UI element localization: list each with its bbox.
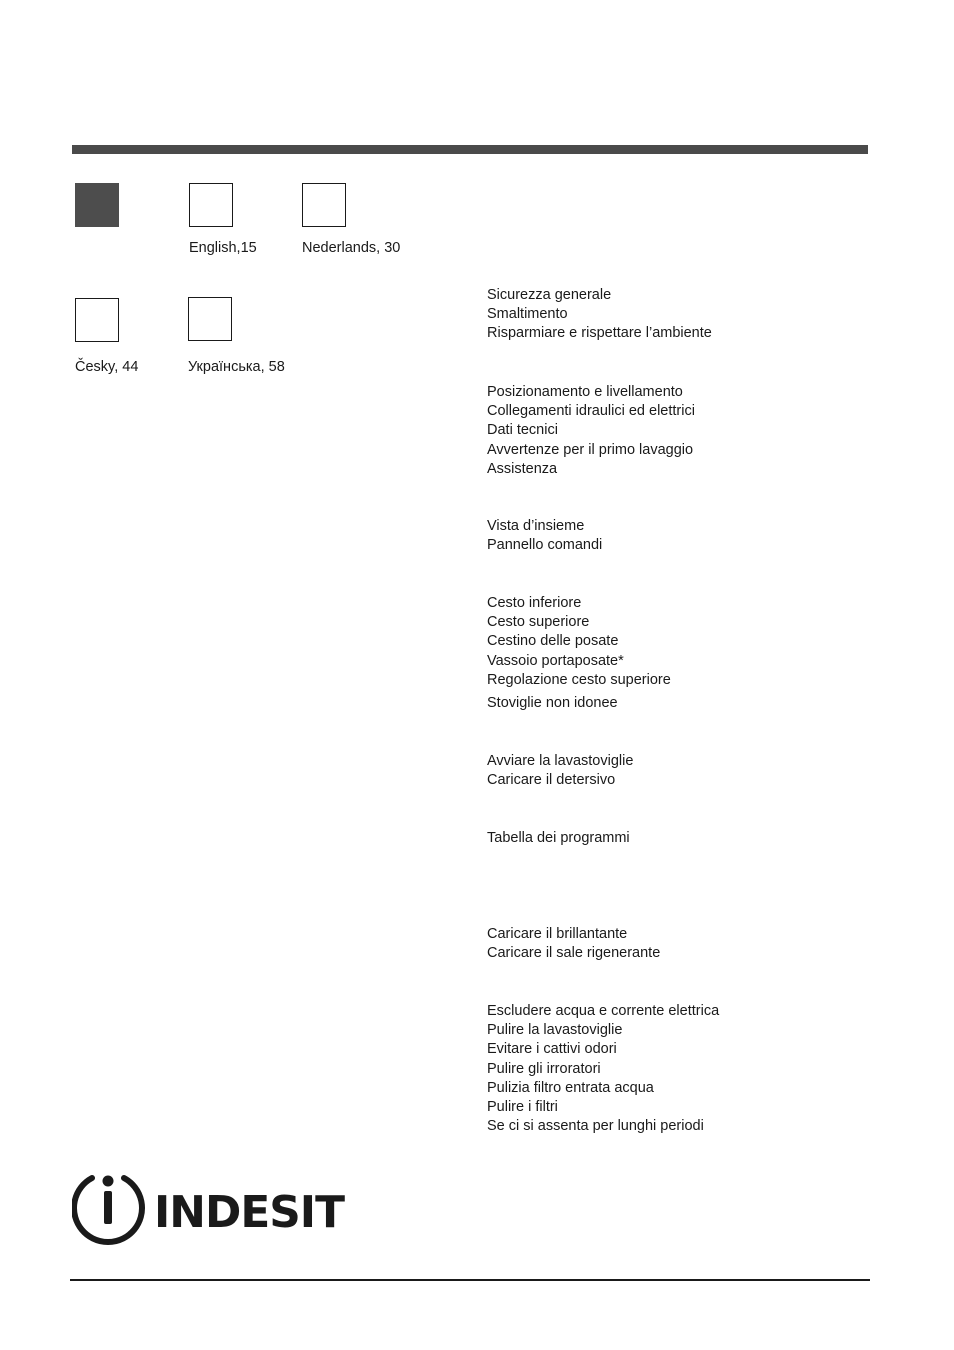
toc-item[interactable]: Caricare il detersivo: [487, 772, 616, 789]
toc-group-safety: [487, 286, 712, 344]
language-box-english[interactable]: [189, 183, 233, 227]
toc-item[interactable]: Pulire la lavastoviglie: [487, 1022, 623, 1039]
header-bar: [72, 145, 868, 154]
toc-group-loading: [487, 594, 671, 690]
toc-group-start: [487, 752, 633, 790]
toc-group-programmes: [487, 829, 630, 848]
toc-item[interactable]: Dati tecnici: [487, 422, 558, 439]
language-label-nederlands[interactable]: Nederlands, 30: [302, 240, 401, 256]
language-box-ukrainska[interactable]: [188, 297, 232, 341]
toc-item[interactable]: Tabella dei programmi: [487, 830, 630, 846]
toc-item[interactable]: Escludere acqua e corrente elettrica: [487, 1003, 720, 1019]
toc-item[interactable]: Pannello comandi: [487, 537, 603, 554]
toc-item[interactable]: Sicurezza generale: [487, 287, 612, 303]
toc-item[interactable]: Vista d’insieme: [487, 518, 585, 534]
indesit-logo: [72, 1170, 352, 1251]
toc-item[interactable]: Cesto superiore: [487, 614, 590, 631]
language-box-nederlands[interactable]: [302, 183, 346, 227]
toc-group-maintenance: [487, 1002, 719, 1136]
toc-item[interactable]: Pulire gli irroratori: [487, 1060, 601, 1077]
toc-item[interactable]: Se ci si assenta per lunghi periodi: [487, 1118, 704, 1135]
indesit-wordmark: INDESIT: [154, 1187, 345, 1238]
toc-group-installation: [487, 383, 695, 479]
toc-group-rinse-salt: [487, 925, 660, 963]
toc-item[interactable]: Cestino delle posate: [487, 633, 619, 650]
toc-item[interactable]: Avviare la lavastoviglie: [487, 753, 634, 769]
toc-item[interactable]: Pulire i filtri: [487, 1099, 558, 1116]
toc-item[interactable]: Vassoio portaposate*: [487, 652, 624, 669]
toc-item[interactable]: Evitare i cattivi odori: [487, 1041, 617, 1058]
language-label-english[interactable]: English,15: [189, 240, 257, 256]
language-box-italiano[interactable]: [75, 183, 119, 227]
language-box-cesky[interactable]: [75, 298, 119, 342]
language-label-cesky[interactable]: Česky, 44: [75, 359, 139, 375]
toc-item[interactable]: Assistenza: [487, 460, 558, 477]
toc-item[interactable]: Caricare il sale rigenerante: [487, 945, 661, 962]
toc-item[interactable]: Caricare il brillantante: [487, 926, 628, 942]
toc-item[interactable]: Pulizia filtro entrata acqua: [487, 1079, 654, 1096]
toc-item[interactable]: Risparmiare e rispettare l’ambiente: [487, 325, 712, 342]
toc-item[interactable]: Smaltimento: [487, 306, 568, 323]
toc-item[interactable]: Avvertenze per il primo lavaggio: [487, 441, 694, 458]
toc-item[interactable]: Stoviglie non idonee: [487, 695, 618, 711]
toc-group-description: [487, 517, 602, 555]
toc-item[interactable]: Regolazione cesto superiore: [487, 671, 671, 688]
toc-group-unsuitable: [487, 694, 618, 713]
footer-rule: [70, 1279, 870, 1281]
toc-item[interactable]: Cesto inferiore: [487, 595, 582, 611]
toc-item[interactable]: Posizionamento e livellamento: [487, 384, 683, 400]
language-label-ukrainska[interactable]: Українська, 58: [188, 359, 285, 375]
toc-item[interactable]: Collegamenti idraulici ed elettrici: [487, 403, 695, 420]
indesit-logo-mark: [72, 1170, 352, 1246]
